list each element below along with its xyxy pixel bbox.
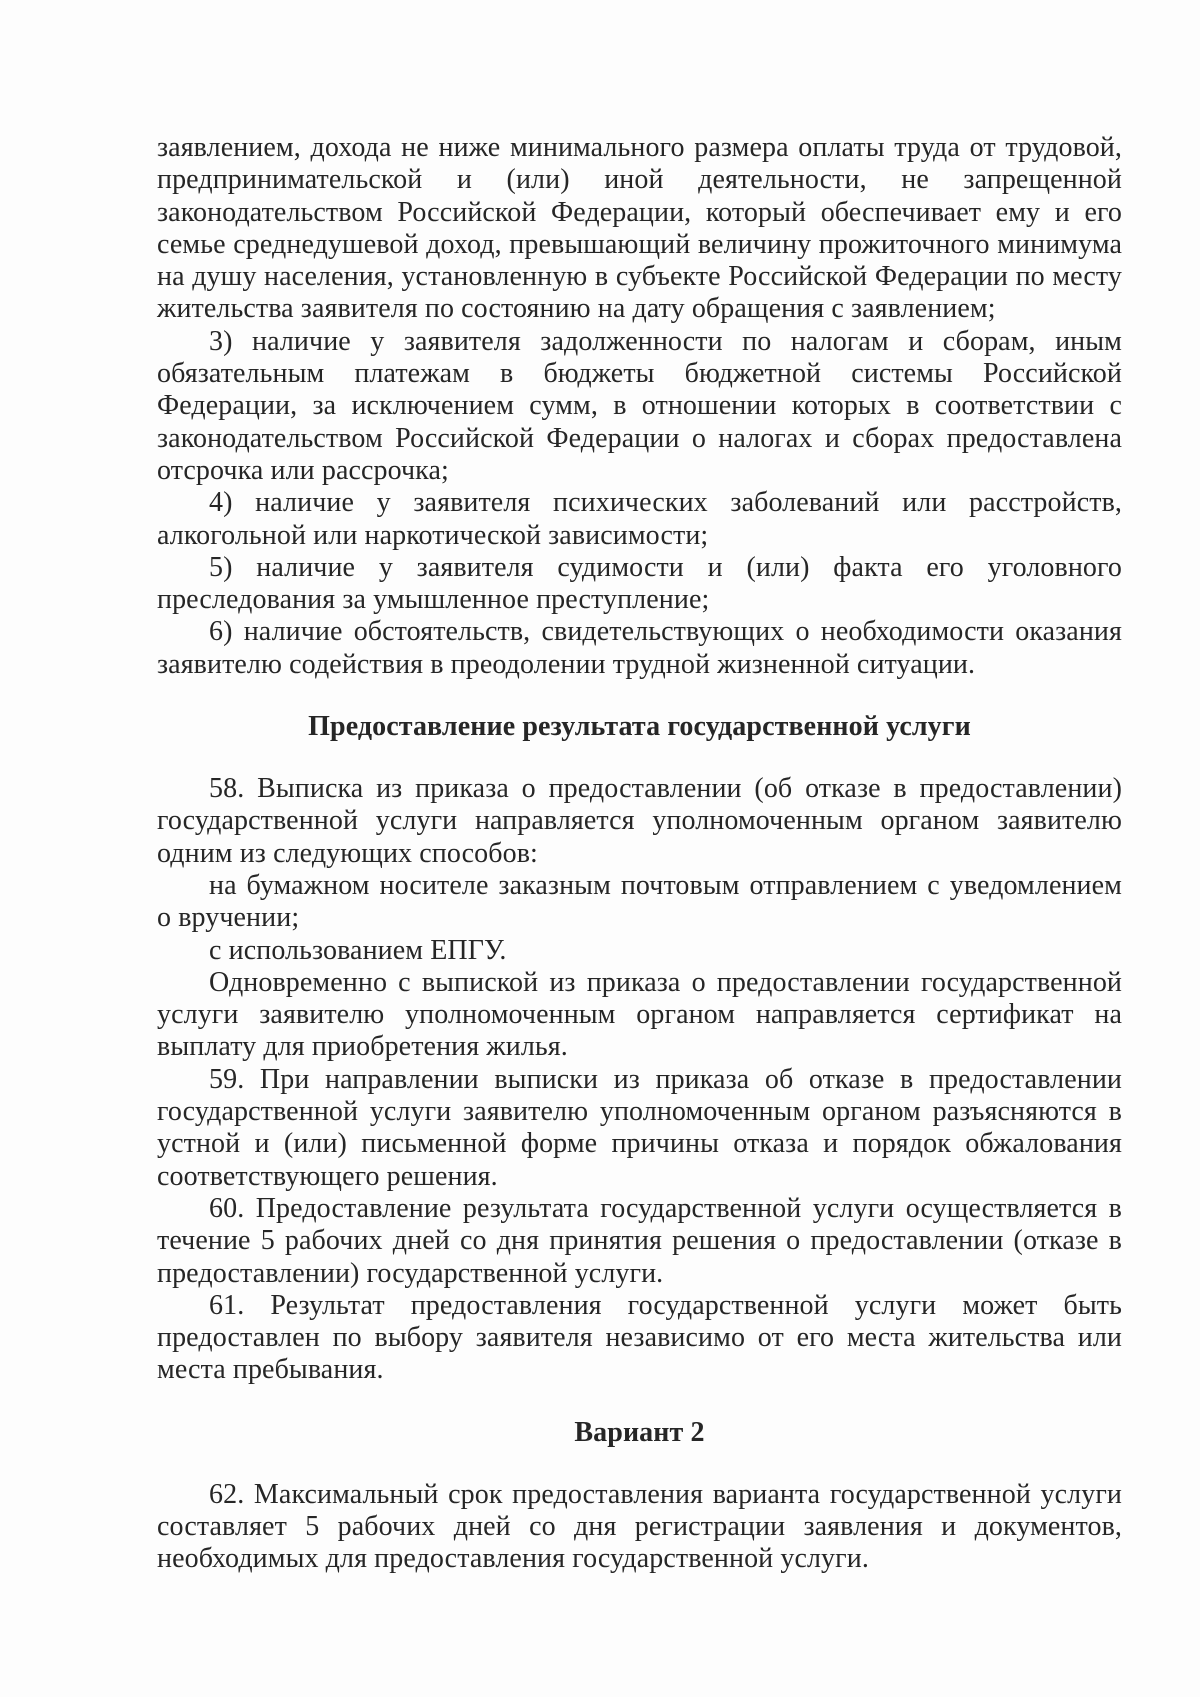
- document-body: [157, 132, 1122, 1576]
- paragraph-61: 61. Результат предоставления государственной услуги может быть предоставлен по выбору заявителя независимо от его места жительства или места пребывания.: [157, 1289, 1122, 1386]
- section-heading-variant: Вариант 2: [574, 1416, 705, 1448]
- paragraph-60: 60. Предоставление результата государственной услуги осуществляется в течение 5 рабочих дней со дня принятия решения о предоставлении (отказе в предоставлении) государственной услуги.: [157, 1192, 1122, 1289]
- paragraph-62: 62. Максимальный срок предоставления варианта государственной услуги составляет 5 рабочих дней со дня регистрации заявления и документов, необходимых для предоставления государственной услуги.: [157, 1478, 1122, 1575]
- list-item-5: 5) наличие у заявителя судимости и (или) факта его уголовного преследования за умышленное преступление;: [157, 551, 1122, 616]
- paragraph-58-paper: на бумажном носителе заказным почтовым отправлением с уведомлением о вручении;: [157, 869, 1122, 934]
- paragraph-58-simultaneous: Одновременно с выпиской из приказа о предоставлении государственной услуги заявителю уполномоченным органом направляется сертификат на выплату для приобретения жилья.: [157, 966, 1122, 1063]
- list-item-3: 3) наличие у заявителя задолженности по налогам и сборам, иным обязательным платежам в бюджеты бюджетной системы Российской Федерации, за исключением сумм, в отношении которых в соответствии с законодательством Российской Федерации о налогах и сборах предоставлена отсрочка или рассрочка;: [157, 325, 1122, 486]
- paragraph-58-epgu: с использованием ЕПГУ.: [209, 934, 507, 966]
- paragraph-58: 58. Выписка из приказа о предоставлении (об отказе в предоставлении) государственной услуги направляется уполномоченным органом заявителю одним из следующих способов:: [157, 773, 1122, 869]
- list-item-4: 4) наличие у заявителя психических заболеваний или расстройств, алкогольной или наркотической зависимости;: [157, 487, 1122, 551]
- paragraph-59: 59. При направлении выписки из приказа об отказе в предоставлении государственной услуги заявителю уполномоченным органом разъясняются в устной и (или) письменной форме причины отказа и порядок обжалования соответствующего решения.: [157, 1063, 1122, 1192]
- section-heading-result: Предоставление результата государственной услуги: [308, 711, 971, 743]
- list-item-6: 6) наличие обстоятельств, свидетельствующих о необходимости оказания заявителю содействия в преодолении трудной жизненной ситуации.: [157, 616, 1122, 680]
- paragraph-continuation: заявлением, дохода не ниже минимального размера оплаты труда от трудовой, предпринимательской и (или) иной деятельности, не запрещенной законодательством Российской Федерации, который обеспечивает ему и его семье среднедушевой доход, превышающий величину прожиточного минимума на душу населения, установленную в субъекте Российской Федерации по месту жительства заявителя по состоянию на дату обращения с заявлением;: [157, 132, 1122, 325]
